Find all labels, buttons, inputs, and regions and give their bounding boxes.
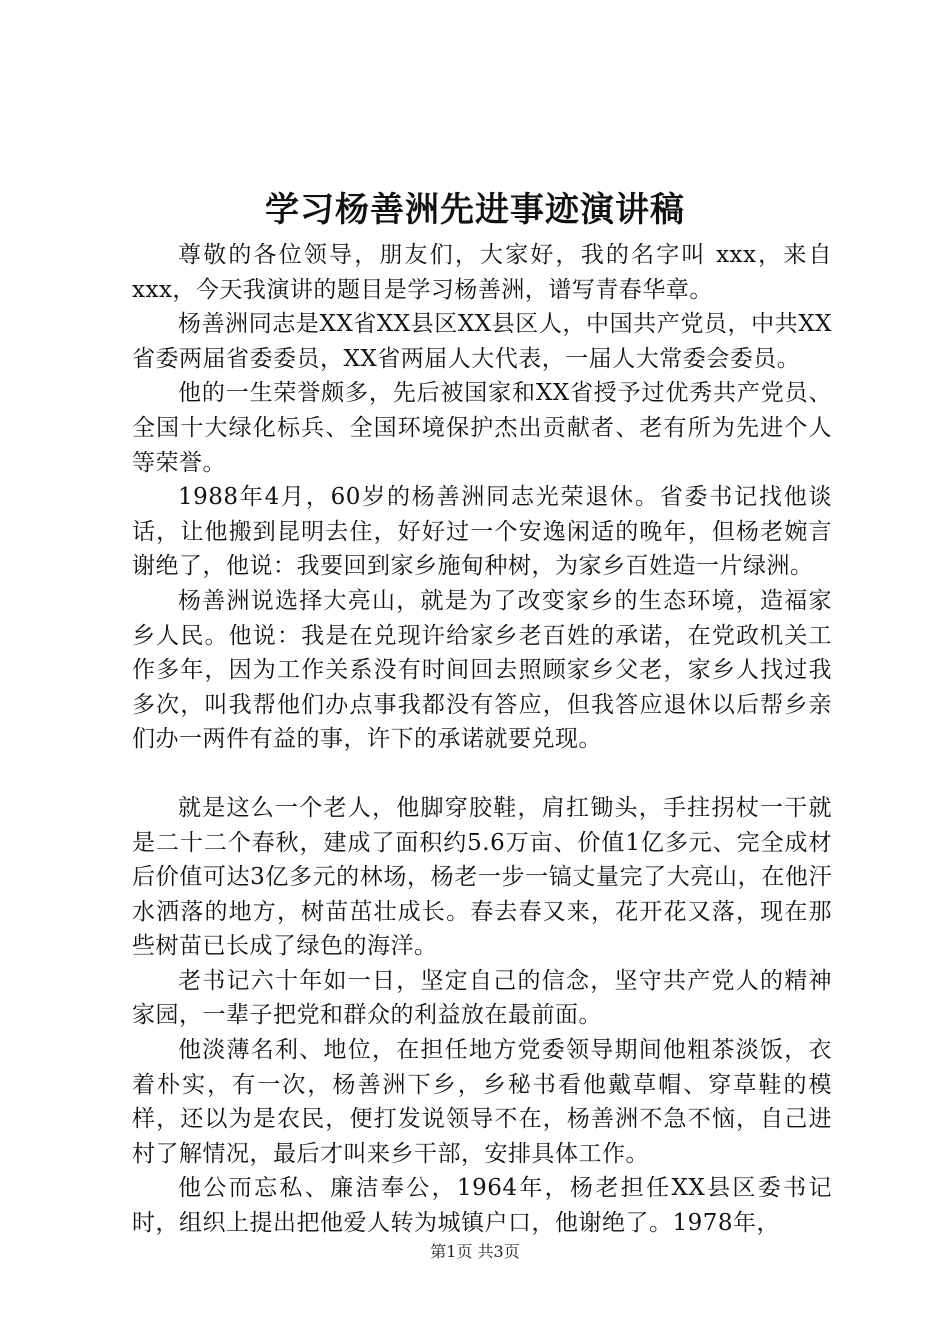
paragraph-forest: 就是这么一个老人，他脚穿胶鞋，肩扛锄头，手拄拐杖一干就是二十二个春秋，建成了面积约5.6万亩、价值1亿多元、完全成材后价值可达3亿多元的林场，杨老一步一镐丈量完了大亮山，在他汗水洒落的地方，树苗茁壮成长。春去春又来，花开花又落，现在那些树苗已长成了绿色的海洋。 bbox=[132, 794, 832, 960]
paragraph-introduction: 杨善洲同志是XX省XX县区XX县区人，中国共产党员，中共XX省委两届省委委员，XX省两届人大代表，一届人大常委会委员。 bbox=[132, 311, 832, 372]
paragraph-greeting: 尊敬的各位领导，朋友们，大家好，我的名字叫 xxx，来自 xxx，今天我演讲的题目是学习杨善洲，谱写青春华章。 bbox=[132, 242, 832, 303]
page-indicator: 第1页 共3页 bbox=[430, 1242, 520, 1261]
paragraph-retirement: 1988年4月，60岁的杨善洲同志光荣退休。省委书记找他谈话，让他搬到昆明去住，好好过一个安逸闲适的晚年，但杨老婉言谢绝了，他说：我要回到家乡施甸种树，为家乡百姓造一片绿洲。 bbox=[132, 484, 832, 580]
paragraph-integrity: 他公而忘私、廉洁奉公，1964年，杨老担任XX县区委书记时，组织上提出把他爱人转为城镇户口，他谢绝了。1978年， bbox=[132, 1175, 832, 1237]
paragraph-promise: 杨善洲说选择大亮山，就是为了改变家乡的生态环境，造福家乡人民。他说：我是在兑现许给家乡老百姓的承诺，在党政机关工作多年，因为工作关系没有时间回去照顾家乡父老，家乡人找过我多次，叫我帮他们办点事我都没有答应，但我答应退休以后帮乡亲们办一两件有益的事，许下的承诺就要兑现。 bbox=[132, 587, 832, 753]
document-title: 学习杨善洲先进事迹演讲稿 bbox=[265, 190, 685, 230]
paragraph-belief: 老书记六十年如一日，坚定自己的信念，坚守共产党人的精神家园，一辈子把党和群众的利益放在最前面。 bbox=[132, 967, 832, 1029]
document-body bbox=[132, 238, 832, 1241]
paragraph-modesty: 他淡薄名利、地位，在担任地方党委领导期间他粗茶淡饭，衣着朴实，有一次，杨善洲下乡，乡秘书看他戴草帽、穿草鞋的模样，还以为是农民，便打发说领导不在，杨善洲不急不恼，自己进村了解情况，最后才叫来乡干部，安排具体工作。 bbox=[132, 1037, 832, 1167]
paragraph-honors: 他的一生荣誉颇多，先后被国家和XX省授予过优秀共产党员、全国十大绿化标兵、全国环境保护杰出贡献者、老有所为先进个人等荣誉。 bbox=[132, 380, 832, 476]
